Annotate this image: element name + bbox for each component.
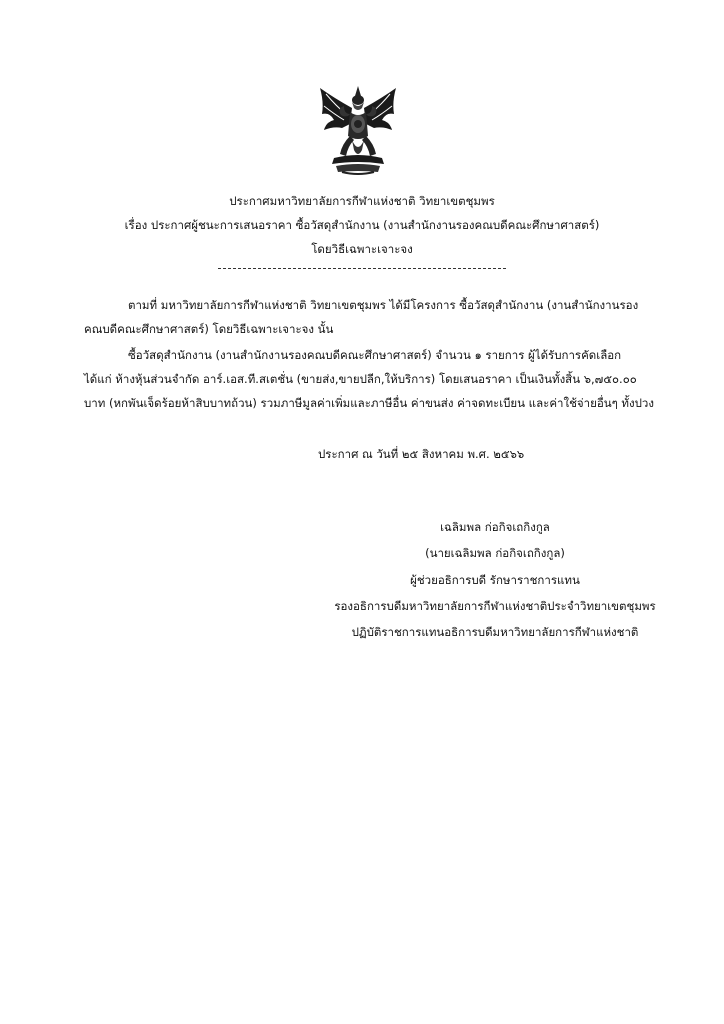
paragraph-2-line-3: บาท (หกพันเจ็ดร้อยห้าสิบบาทถ้วน) รวมภาษีมูลค่าเพิ่มและภาษีอื่น ค่าขนส่ง ค่าจดทะเบียน และค่าใช้จ่ายอื่นๆ ทั้งปวง	[84, 396, 654, 410]
procurement-method: โดยวิธีเฉพาะเจาะจง	[311, 242, 413, 256]
signatory-position-2: รองอธิการบดีมหาวิทยาลัยการกีฬาแห่งชาติประจำวิทยาเขตชุมพร	[334, 599, 656, 613]
signatory-full-name: (นายเฉลิมพล ก่อกิจเถกิงกูล)	[425, 546, 565, 560]
signatory-position-3: ปฏิบัติราชการแทนอธิการบดีมหาวิทยาลัยการกีฬาแห่งชาติ	[351, 625, 639, 639]
header-separator	[218, 268, 506, 269]
paragraph-1-line-1: ตามที่ มหาวิทยาลัยการกีฬาแห่งชาติ วิทยาเขตชุมพร ได้มีโครงการ ซื้อวัสดุสำนักงาน (งานสำนักงานรอง	[128, 298, 639, 312]
paragraph-1-line-2: คณบดีคณะศึกษาศาสตร์) โดยวิธีเฉพาะเจาะจง นั้น	[84, 322, 334, 336]
paragraph-2-line-2: ได้แก่ ห้างหุ้นส่วนจำกัด อาร์.เอส.ที.สเตชั่น (ขายส่ง,ขายปลีก,ให้บริการ) โดยเสนอราคา เป็นเงินทั้งสิ้น ๖,๗๕๐.๐๐	[84, 372, 637, 386]
announcement-subject: เรื่อง ประกาศผู้ชนะการเสนอราคา ซื้อวัสดุสำนักงาน (งานสำนักงานรองคณบดีคณะศึกษาศาสตร์)	[124, 218, 600, 232]
paragraph-2-line-1: ซื้อวัสดุสำนักงาน (งานสำนักงานรองคณบดีคณะศึกษาศาสตร์) จำนวน ๑ รายการ ผู้ได้รับการคัดเลือก	[128, 348, 622, 362]
signatory-position-1: ผู้ช่วยอธิการบดี รักษาราชการแทน	[410, 573, 580, 587]
garuda-emblem-icon	[316, 84, 400, 180]
announcement-date: ประกาศ ณ วันที่ ๒๕ สิงหาคม พ.ศ. ๒๕๖๖	[318, 447, 525, 461]
signed-name: เฉลิมพล ก่อกิจเถกิงกูล	[440, 520, 550, 534]
announcement-title: ประกาศมหาวิทยาลัยการกีฬาแห่งชาติ วิทยาเขตชุมพร	[229, 194, 495, 208]
